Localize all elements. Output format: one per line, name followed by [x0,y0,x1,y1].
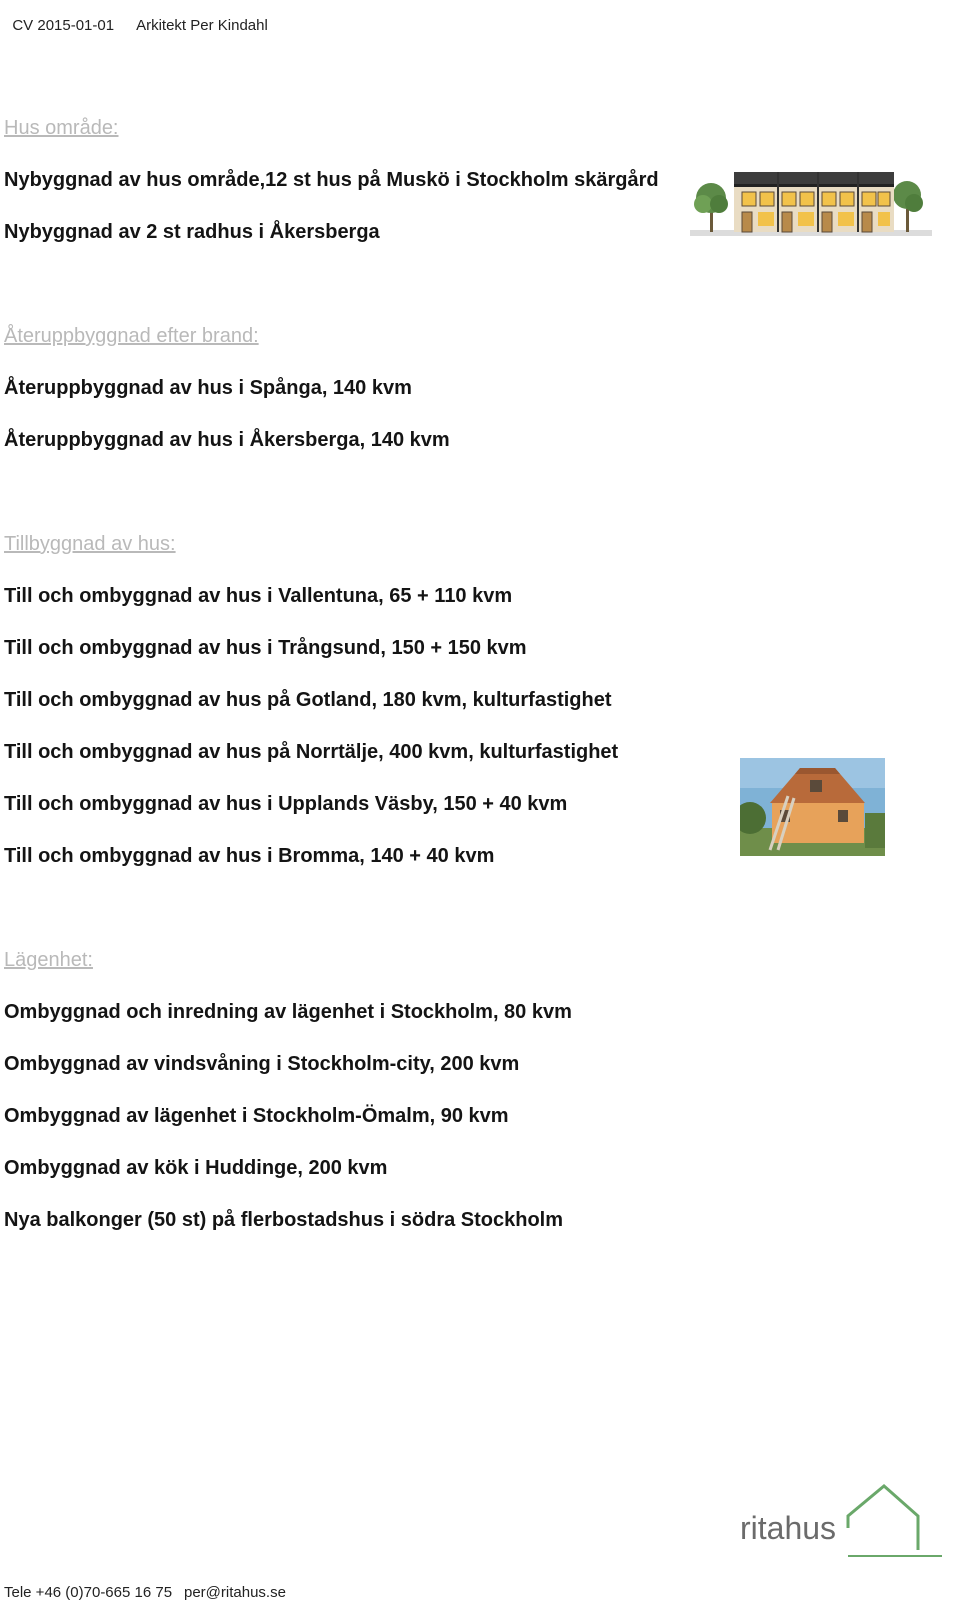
header-date: CV 2015-01-01 [12,17,115,34]
ritahus-logo [736,1484,942,1564]
list-item: Till och ombyggnad av hus i Upplands Väsby, 150 + 40 kvm [4,793,568,815]
old-house-image [740,758,885,856]
list-item: Nybyggnad av hus område,12 st hus på Muskö i Stockholm skärgård [4,169,659,191]
section-heading-tillbyggnad: Tillbyggnad av hus: [4,533,176,555]
list-item: Återuppbyggnad av hus i Åkersberga, 140 kvm [4,429,450,451]
list-item: Till och ombyggnad av hus i Vallentuna, 65 + 110 kvm [4,585,513,607]
footer-email[interactable]: per@ritahus.se [184,1584,286,1601]
list-item: Nybyggnad av 2 st radhus i Åkersberga [4,221,380,243]
list-item: Till och ombyggnad av hus i Bromma, 140 + 40 kvm [4,845,495,867]
logo-text: ritahus [740,1510,837,1546]
list-item: Ombyggnad av lägenhet i Stockholm-Ömalm, 90 kvm [4,1105,509,1127]
list-item: Ombyggnad av vindsvåning i Stockholm-city, 200 kvm [4,1053,520,1075]
list-item: Återuppbyggnad av hus i Spånga, 140 kvm [4,377,412,399]
list-item: Till och ombyggnad av hus i Trångsund, 150 + 150 kvm [4,637,527,659]
list-item: Nya balkonger (50 st) på flerbostadshus i södra Stockholm [4,1209,564,1231]
footer-phone: Tele +46 (0)70-665 16 75 [4,1584,173,1601]
list-item: Till och ombyggnad av hus på Norrtälje, 400 kvm, kulturfastighet [4,741,619,763]
page-header [4,0,290,34]
list-item: Ombyggnad och inredning av lägenhet i Stockholm, 80 kvm [4,1001,572,1023]
row-houses-image [690,168,932,236]
section-heading-ateruppbyggnad: Återuppbyggnad efter brand: [4,325,259,347]
section-heading-lagenhet: Lägenhet: [4,949,93,971]
list-item: Ombyggnad av kök i Huddinge, 200 kvm [4,1157,388,1179]
section-heading-hus-omrade: Hus område: [4,117,119,139]
header-author: Arkitekt Per Kindahl [136,17,268,34]
list-item: Till och ombyggnad av hus på Gotland, 180 kvm, kulturfastighet [4,689,612,711]
